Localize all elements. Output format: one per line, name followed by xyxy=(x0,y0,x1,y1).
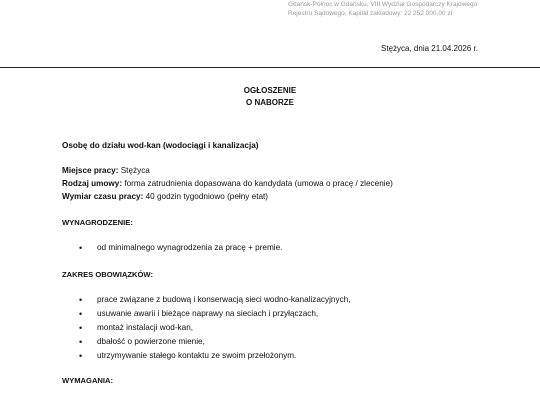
duty-item: montaż instalacji wod-kan, xyxy=(97,323,194,332)
requirements-heading: WYMAGANIA: xyxy=(62,376,114,385)
contract-label: Rodzaj umowy: xyxy=(62,179,123,188)
bullet-icon: • xyxy=(79,323,83,333)
duty-item: dbałość o powierzone mienie, xyxy=(97,337,205,346)
detail-place xyxy=(62,166,150,175)
document-date: Stężyca, dnia 21.04.2026 r. xyxy=(381,44,478,53)
position-title: Osobę do działu wod-kan (wodociągi i kanalizacja) xyxy=(62,141,259,150)
duty-item: utrzymywanie stałego kontaktu ze swoim przełożonym. xyxy=(97,351,297,360)
title-line-1: OGŁOSZENIE xyxy=(243,86,297,95)
title-line-2: O NABORZE xyxy=(246,98,294,107)
bullet-icon: • xyxy=(79,243,83,253)
header-divider xyxy=(0,67,540,68)
salary-heading: WYNAGRODZENIE: xyxy=(62,218,133,227)
letterhead-line-2: Rejestru Sądowego, Kapitał zakładowy: 22 252 000,00 zł xyxy=(288,10,453,17)
duty-item: usuwanie awarii i bieżące naprawy na sieciach i przyłączach, xyxy=(97,309,319,318)
bullet-icon: • xyxy=(79,337,83,347)
bullet-icon: • xyxy=(79,351,83,361)
duties-heading: ZAKRES OBOWIĄZKÓW: xyxy=(62,270,153,279)
salary-item: od minimalnego wynagrodzenia za pracę + premie. xyxy=(97,243,283,252)
place-value: Stężyca xyxy=(120,166,150,175)
detail-contract xyxy=(62,179,393,188)
hours-label: Wymiar czasu pracy: xyxy=(62,192,144,201)
place-label: Miejsce pracy: xyxy=(62,166,119,175)
duty-item: prace związane z budową i konserwacją sieci wodno-kanalizacyjnych, xyxy=(97,295,351,304)
detail-hours xyxy=(62,192,268,201)
contract-value: forma zatrudnienia dopasowana do kandydata (umowa o pracę / zlecenie) xyxy=(124,179,393,188)
letterhead-line-1: Gdańsk-Północ w Gdańsku, VIII Wydział Gospodarczy Krajowego xyxy=(288,1,478,8)
hours-value: 40 godzin tygodniowo (pełny etat) xyxy=(145,192,269,201)
bullet-icon: • xyxy=(79,309,83,319)
bullet-icon: • xyxy=(79,295,83,305)
